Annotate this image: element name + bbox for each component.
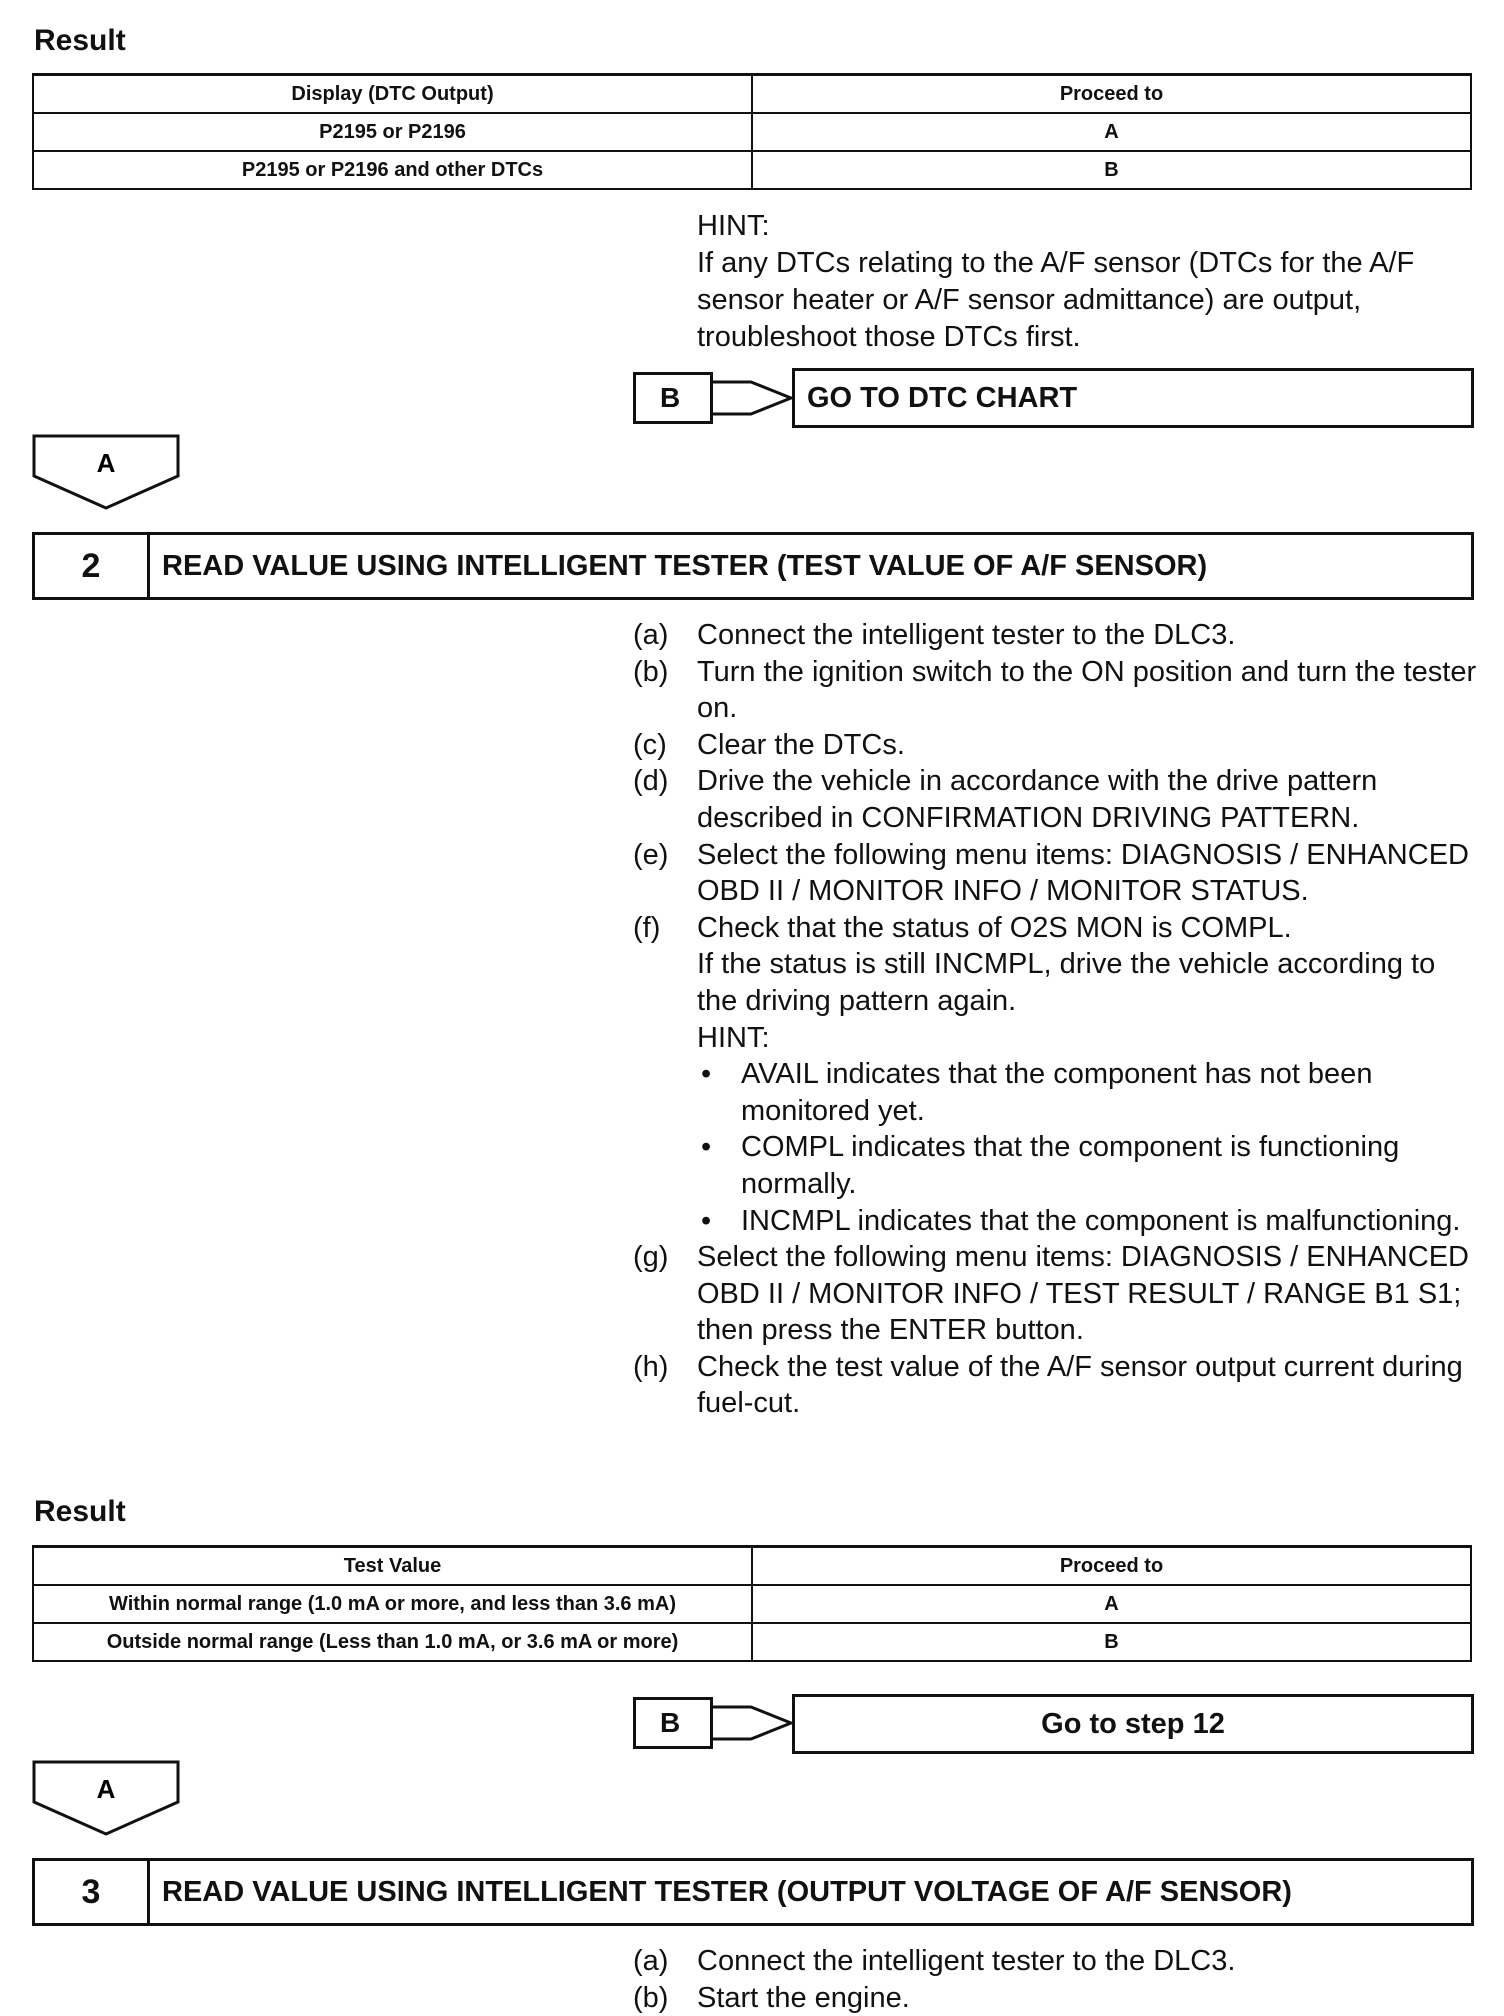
test-value-result-table (32, 1545, 1472, 1662)
bullet-text: AVAIL indicates that the component has not been monitored yet. (741, 1058, 1373, 1127)
dtc-result-table (32, 73, 1472, 190)
list-item (633, 1980, 1483, 2016)
table-row (33, 1585, 1471, 1623)
item-text: Drive the vehicle in accordance with the drive pattern described in CONFIRMATION DRIVING PATTERN. (697, 765, 1378, 834)
list-item (633, 1239, 1483, 1349)
table-row (33, 1623, 1471, 1661)
branch-b-box: B (633, 372, 713, 424)
table-header-row (33, 75, 1471, 114)
hint-title: HINT: (697, 210, 770, 242)
item-label: (h) (633, 1350, 669, 1383)
bullet-item (697, 1056, 1483, 1129)
step-2-instructions (633, 617, 1483, 1422)
item-label: (f) (633, 911, 661, 944)
item-label: (g) (633, 1241, 669, 1274)
item-text: Check the test value of the A/F sensor output current during fuel-cut. (697, 1350, 1463, 1420)
result-heading: Result (34, 24, 126, 57)
table-header-cell: Proceed to (752, 75, 1471, 114)
list-item (633, 1943, 1483, 1980)
bullet-icon: • (701, 1204, 712, 1237)
list-item (633, 837, 1483, 910)
go-to-dtc-chart-link[interactable]: GO TO DTC CHART (792, 368, 1474, 428)
arrow-right-icon (711, 372, 795, 424)
table-header-cell: Proceed to (752, 1547, 1471, 1586)
list-item (633, 727, 1483, 764)
item-label: (c) (633, 728, 667, 761)
table-cell: P2195 or P2196 and other DTCs (33, 151, 752, 189)
table-header-row (33, 1547, 1471, 1586)
item-note: If the status is still INCMPL, drive the vehicle according to the driving pattern again. (697, 948, 1436, 1017)
step-title: READ VALUE USING INTELLIGENT TESTER (TEST VALUE OF A/F SENSOR) (162, 549, 1208, 582)
list-item (633, 910, 1483, 1239)
list-item (633, 617, 1483, 654)
item-text (697, 910, 1483, 1239)
item-text: Connect the intelligent tester to the DLC3. (697, 1945, 1236, 1977)
table-cell: A (752, 113, 1471, 151)
item-text: Clear the DTCs. (697, 728, 905, 761)
item-label: (d) (633, 765, 669, 798)
bullet-icon: • (701, 1131, 712, 1164)
item-label: (a) (633, 1945, 669, 1977)
branch-a-marker (32, 1760, 182, 1836)
step-number: 2 (35, 535, 150, 597)
item-label: (b) (633, 655, 669, 688)
item-label: (a) (633, 619, 669, 651)
bullet-text: INCMPL indicates that the component is malfunctioning. (741, 1204, 1461, 1237)
item-text: Connect the intelligent tester to the DLC3. (697, 619, 1236, 651)
branch-a-label: A (96, 448, 116, 478)
table-row (33, 113, 1471, 151)
item-text: Select the following menu items: DIAGNOSIS / ENHANCED OBD II / MONITOR INFO / TEST RESULT / RANGE B1 S1; then press the ENTER button. (697, 1241, 1469, 1347)
list-item (633, 763, 1483, 836)
go-to-step-12-link[interactable]: Go to step 12 (792, 1694, 1474, 1754)
bullet-item (697, 1129, 1483, 1202)
bullet-text: COMPL indicates that the component is functioning normally. (741, 1131, 1400, 1200)
item-text: Select the following menu items: DIAGNOSIS / ENHANCED OBD II / MONITOR INFO / MONITOR STATUS. (697, 838, 1469, 908)
item-main-text: Check that the status of O2S MON is COMPL. (697, 911, 1292, 944)
hint-block (697, 208, 1477, 356)
table-cell: P2195 or P2196 (33, 113, 752, 151)
branch-b-box: B (633, 1697, 713, 1749)
table-header-cell: Display (DTC Output) (33, 75, 752, 114)
branch-a-label: A (96, 1774, 116, 1804)
bullet-icon: • (701, 1058, 712, 1091)
hint-text: If any DTCs relating to the A/F sensor (DTCs for the A/F sensor heater or A/F sensor admittance) are output, troubleshoot those DTCs first. (697, 247, 1415, 353)
item-text: Turn the ignition switch to the ON position and turn the tester on. (697, 655, 1477, 725)
item-text: Start the engine. (697, 1981, 910, 2014)
table-cell: A (752, 1585, 1471, 1623)
item-label: (e) (633, 838, 669, 871)
branch-a-marker (32, 434, 182, 510)
bullet-item (697, 1203, 1483, 1240)
table-row (33, 151, 1471, 189)
hint-title: HINT: (697, 1021, 770, 1054)
item-label: (b) (633, 1981, 669, 2014)
list-item (633, 1349, 1483, 1422)
list-item (633, 654, 1483, 727)
step-2-header (32, 532, 1474, 600)
table-cell: Within normal range (1.0 mA or more, and less than 3.6 mA) (33, 1585, 752, 1623)
step-title: READ VALUE USING INTELLIGENT TESTER (OUTPUT VOLTAGE OF A/F SENSOR) (162, 1875, 1292, 1908)
table-cell: B (752, 151, 1471, 189)
step-number: 3 (35, 1861, 150, 1923)
table-cell: Outside normal range (Less than 1.0 mA, or 3.6 mA or more) (33, 1623, 752, 1661)
table-cell: B (752, 1623, 1471, 1661)
step-3-header (32, 1858, 1474, 1926)
step-3-instructions (633, 1943, 1483, 2016)
table-header-cell: Test Value (33, 1547, 752, 1586)
arrow-right-icon (711, 1697, 795, 1749)
result-heading: Result (34, 1495, 126, 1528)
